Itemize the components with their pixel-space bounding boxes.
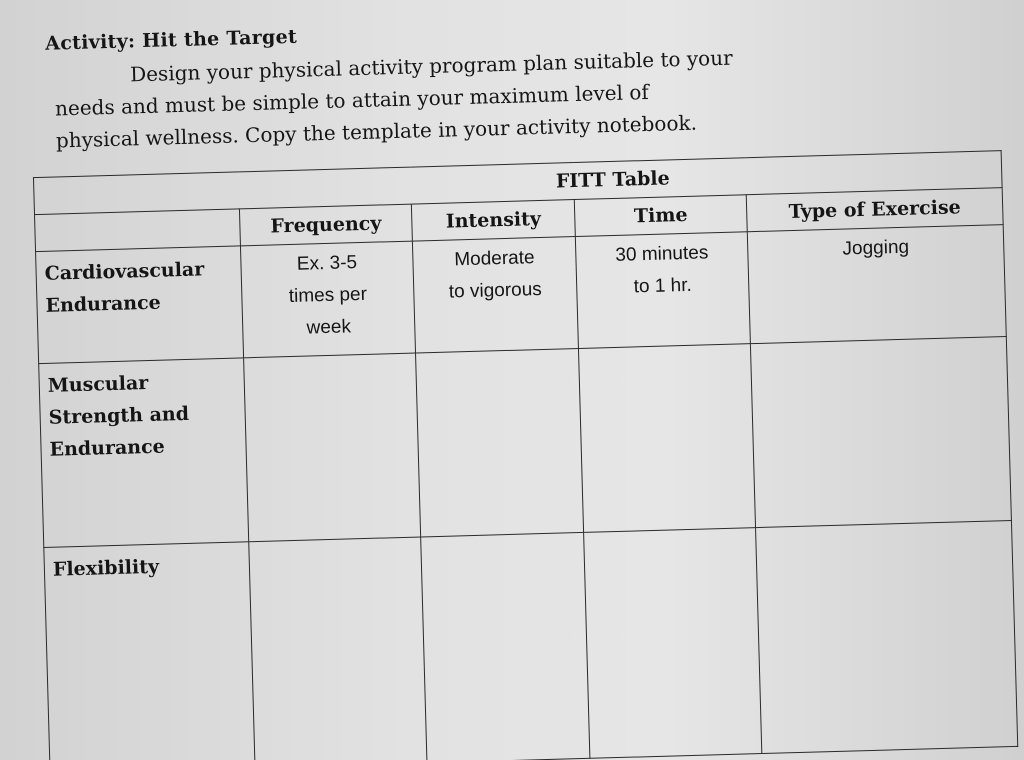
type-cell: Jogging — [747, 225, 1006, 344]
instruction-line-1: Design your physical activity program plan suitable to your — [129, 45, 733, 87]
time-cell — [578, 344, 755, 533]
type-cell — [750, 337, 1011, 528]
intensity-cell: Moderate to vigorous — [412, 237, 578, 354]
table-row — [44, 520, 1018, 760]
intensity-cell — [416, 348, 584, 536]
column-header-type: Type of Exercise — [746, 188, 1003, 232]
component-cardiovascular: Cardiovascular Endurance — [36, 246, 244, 364]
time-cell: 30 minutes to 1 hr. — [575, 232, 750, 349]
table-caption: FITT Table — [33, 151, 1002, 215]
instructions — [54, 38, 856, 156]
frequency-cell: Ex. 3-5 times per week — [240, 241, 415, 358]
table-row — [39, 337, 1012, 548]
component-flexibility: Flexibility — [44, 542, 255, 760]
column-header-frequency: Frequency — [239, 204, 412, 246]
instruction-line-2: needs and must be simple to attain your maximum level of — [54, 79, 650, 121]
time-cell — [584, 528, 762, 759]
activity-title: Activity: Hit the Target — [44, 25, 298, 55]
column-header-component — [35, 209, 241, 252]
instruction-line-3: physical wellness. Copy the template in your activity notebook. — [55, 110, 698, 153]
column-header-intensity: Intensity — [411, 200, 575, 242]
frequency-cell — [249, 537, 427, 760]
type-cell — [756, 520, 1018, 753]
fitt-table — [33, 150, 1018, 760]
intensity-cell — [421, 532, 590, 760]
frequency-cell — [244, 353, 421, 542]
column-header-time: Time — [574, 195, 747, 237]
component-muscular: Muscular Strength and Endurance — [39, 358, 249, 548]
